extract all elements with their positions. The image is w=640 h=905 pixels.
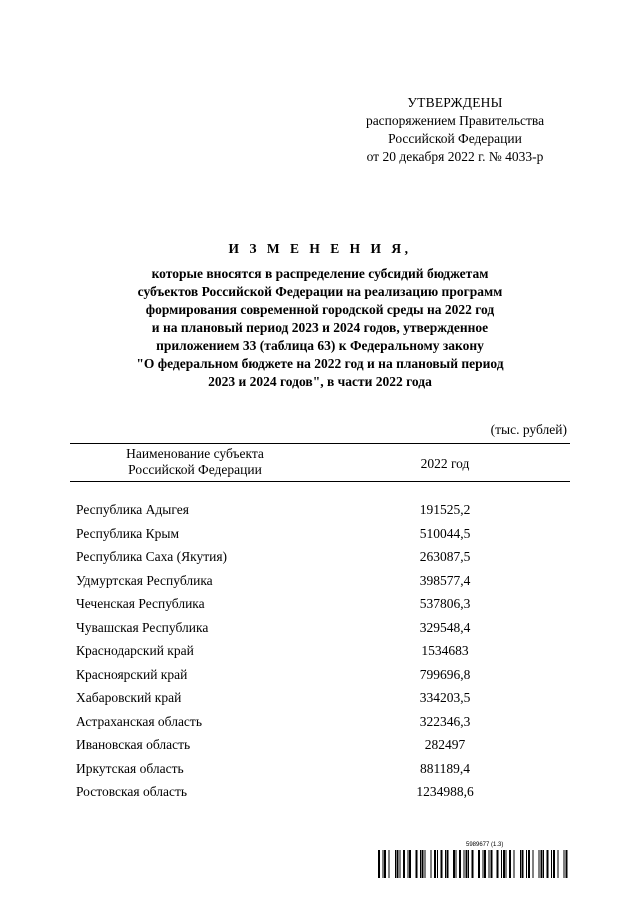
heading-line: 2023 и 2024 годов", в части 2022 года <box>208 374 432 389</box>
heading-line: и на плановый период 2023 и 2024 годов, утвержденное <box>151 320 489 335</box>
table-row <box>70 639 570 663</box>
subsidy-table <box>70 443 570 804</box>
heading-line: "О федеральном бюджете на 2022 год и на плановый период <box>136 356 504 371</box>
approval-stamp <box>330 94 580 166</box>
header-year: 2022 год <box>420 456 470 471</box>
table-row <box>70 545 570 569</box>
subsidy-value: 881189,4 <box>419 760 471 776</box>
subsidy-value: 537806,3 <box>419 596 471 611</box>
subsidy-value: 329548,4 <box>419 619 471 635</box>
approval-line-3: от 20 декабря 2022 г. № 4033-р <box>366 149 544 164</box>
approval-title: УТВЕРЖДЕНЫ <box>407 95 503 110</box>
table-row <box>70 663 570 687</box>
table-row <box>70 757 570 781</box>
table-body <box>70 498 570 804</box>
table-row <box>70 498 570 522</box>
barcode-bars <box>378 850 568 878</box>
region-name: Иркутская область <box>76 760 184 776</box>
approval-line-1: распоряжением Правительства <box>365 113 545 128</box>
header-region-line-2: Российской Федерации <box>128 462 262 477</box>
region-name: Чеченская Республика <box>76 596 205 611</box>
region-name: Ростовская область <box>76 784 187 799</box>
table-row <box>70 522 570 546</box>
region-name: Ивановская область <box>76 737 191 752</box>
region-name: Удмуртская Республика <box>76 572 213 588</box>
document-heading <box>60 240 580 391</box>
region-name: Республика Саха (Якутия) <box>76 549 228 564</box>
subsidy-value: 334203,5 <box>419 690 471 705</box>
header-region-line-1: Наименование субъекта <box>126 446 264 461</box>
subsidy-value: 322346,3 <box>419 713 471 729</box>
table-row <box>70 616 570 640</box>
approval-line-2: Российской Федерации <box>388 131 522 146</box>
subsidy-value: 282497 <box>424 737 466 752</box>
table-row <box>70 733 570 757</box>
region-name: Республика Крым <box>76 525 180 541</box>
region-name: Красноярский край <box>76 666 188 682</box>
header-region-name <box>70 446 320 478</box>
heading-title: И З М Е Н Е Н И Я, <box>228 241 412 256</box>
heading-line: которые вносятся в распределение субсидий бюджетам <box>151 266 489 281</box>
subsidy-value: 263087,5 <box>419 549 471 564</box>
region-name: Хабаровский край <box>76 690 182 705</box>
region-name: Чувашская Республика <box>76 619 209 635</box>
barcode-number: 5989677 (1.3) <box>466 842 504 848</box>
barcode <box>378 842 568 880</box>
heading-line: субъектов Российской Федерации на реализацию программ <box>137 284 503 299</box>
subsidy-value: 1534683 <box>421 643 469 658</box>
region-name: Краснодарский край <box>76 643 194 658</box>
table-row <box>70 592 570 616</box>
units-label: (тыс. рублей) <box>490 422 567 437</box>
heading-line: формирования современной городской среды на 2022 год <box>145 302 495 317</box>
table-row <box>70 686 570 710</box>
table-row <box>70 710 570 734</box>
table-header <box>70 443 570 482</box>
subsidy-value: 1234988,6 <box>416 784 474 799</box>
subsidy-value: 510044,5 <box>419 525 471 541</box>
heading-line: приложением 33 (таблица 63) к Федеральному закону <box>156 338 484 353</box>
subsidy-value: 799696,8 <box>419 666 471 682</box>
table-row <box>70 780 570 804</box>
subsidy-value: 398577,4 <box>419 572 471 588</box>
region-name: Астраханская область <box>76 713 202 729</box>
table-row <box>70 569 570 593</box>
subsidy-value: 191525,2 <box>419 502 471 517</box>
region-name: Республика Адыгея <box>76 502 189 517</box>
